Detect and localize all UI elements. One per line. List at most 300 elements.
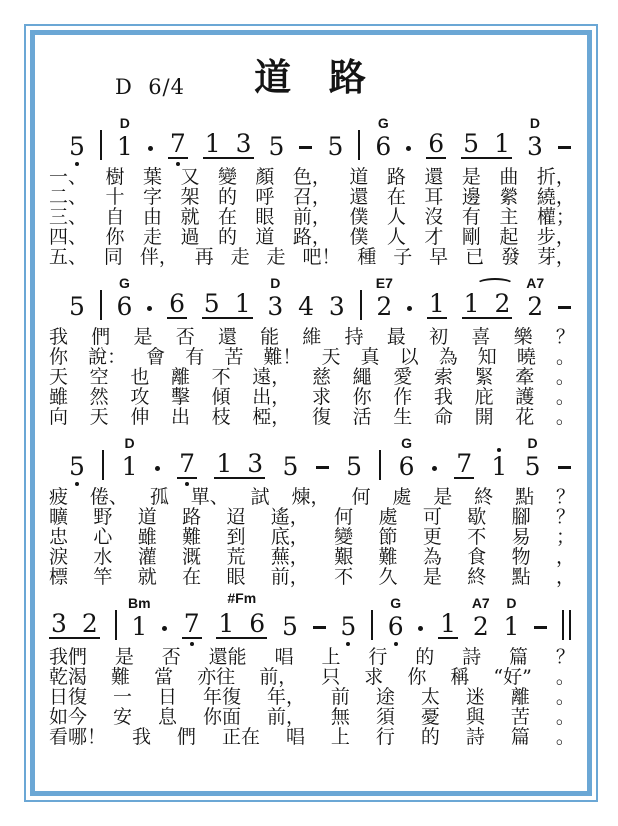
lyric-syllable: 還	[349, 186, 369, 208]
lyric-syllable: 道	[137, 506, 157, 528]
lyric-syllable: 何	[351, 486, 371, 508]
lyric-syllable: 為	[438, 346, 458, 368]
note	[216, 451, 232, 476]
lyric-line	[49, 707, 575, 727]
lyric-syllable: 難！	[263, 346, 302, 368]
lyric-syllable: 再	[194, 246, 214, 268]
low-octave-dot	[176, 162, 180, 166]
lyric-syllable: 喜	[471, 326, 491, 348]
lyric-syllable: 底，	[270, 526, 309, 548]
lyric-syllable: 芽，	[536, 246, 575, 268]
lyric-syllable: 能	[260, 326, 280, 348]
note-digit: 1	[218, 609, 235, 638]
lyric-syllable: 忠	[49, 526, 69, 548]
lyric-syllable: 繩	[352, 366, 372, 388]
lyric-syllable: 道	[255, 226, 275, 248]
lyric-line	[49, 687, 575, 707]
lyric-syllable: 腳	[511, 506, 531, 528]
lyric-syllable: 然	[89, 386, 109, 408]
note	[283, 454, 299, 479]
lyric-syllable: ？	[555, 486, 575, 508]
lyric-syllable: 行	[368, 646, 388, 668]
lyrics-block	[49, 327, 575, 427]
lyric-syllable: 空	[89, 366, 109, 388]
lyric-syllable: 呼	[255, 186, 275, 208]
lyric-syllable: 枝	[211, 406, 231, 428]
note	[269, 134, 285, 159]
lyric-syllable: 可	[422, 506, 442, 528]
beamed-note-group	[427, 291, 447, 319]
lyric-syllable: 行	[375, 726, 395, 748]
lyric-syllable: 否	[175, 326, 195, 348]
lyric-syllable: 眼	[226, 566, 246, 588]
lyric-syllable: 伴，	[139, 246, 178, 268]
note	[398, 435, 415, 481]
lyric-syllable: 還能	[208, 646, 247, 668]
notation-line	[49, 590, 575, 641]
note-digit: 1	[234, 289, 251, 318]
lyric-syllable: 由	[142, 206, 162, 228]
note	[387, 595, 404, 641]
lyric-syllable: 我	[49, 326, 69, 348]
lyric-syllable: ，	[555, 546, 575, 568]
lyric-syllable: 何	[334, 506, 354, 528]
lyric-syllable: 吧！	[302, 246, 341, 268]
lyric-syllable: 離	[510, 686, 530, 708]
lyric-syllable: “好”	[493, 666, 532, 688]
chord-label: #Fm	[227, 590, 257, 606]
lyric-syllable: 求	[311, 386, 331, 408]
note-digit: 1	[428, 289, 445, 318]
barline	[358, 130, 360, 160]
note	[82, 611, 98, 636]
barline	[100, 130, 102, 160]
duration-dash	[316, 466, 329, 469]
lyric-syllable: 蕪，	[270, 546, 309, 568]
note-digit: 1	[440, 609, 457, 638]
duration-dash	[558, 306, 571, 309]
lyric-syllable: 日	[157, 686, 177, 708]
low-octave-dot	[394, 642, 398, 646]
lyric-syllable: 是	[433, 486, 453, 508]
lyric-syllable: 艱	[334, 546, 354, 568]
note-digit: 7	[169, 129, 186, 158]
note	[456, 451, 472, 476]
note-digit: 1	[204, 129, 221, 158]
barline	[360, 290, 362, 320]
lyric-syllable: 苦	[224, 346, 244, 368]
chord-label: E7	[375, 275, 393, 291]
lyric-syllable: 們	[176, 726, 196, 748]
note	[440, 611, 456, 636]
lyric-syllable: 前，	[266, 706, 305, 728]
low-octave-dot	[75, 482, 79, 486]
lyric-syllable: 迢	[226, 506, 246, 528]
lyric-syllable: 說：	[88, 346, 127, 368]
augmentation-dot	[407, 306, 412, 311]
note	[375, 275, 393, 321]
lyric-syllable: 遠，	[252, 366, 291, 388]
lyric-syllable: 試	[250, 486, 270, 508]
lyric-syllable: 變	[334, 526, 354, 548]
lyric-syllable: 物	[511, 546, 531, 568]
lyric-syllable: 日復	[49, 686, 88, 708]
note	[184, 611, 200, 636]
augmentation-dot	[432, 466, 437, 471]
lyric-syllable: 年復	[202, 686, 241, 708]
lyric-syllable: 架	[180, 186, 200, 208]
lyric-syllable: 天	[89, 406, 109, 428]
note-digit: 1	[491, 452, 508, 481]
lyric-syllable: 。	[555, 726, 575, 748]
lyric-syllable: 伸	[130, 406, 150, 428]
lyric-syllable: 走	[142, 226, 162, 248]
lyric-syllable: 步，	[536, 226, 575, 248]
lyric-syllable: 終	[474, 486, 494, 508]
note-digit: 1	[503, 612, 520, 641]
music-system	[49, 115, 575, 268]
lyric-line	[49, 407, 575, 427]
note-digit: 5	[282, 452, 299, 481]
lyric-line	[49, 367, 575, 387]
lyric-syllable: 溉	[182, 546, 202, 568]
lyric-syllable: 耳	[424, 186, 444, 208]
lyric-syllable: 向	[49, 406, 69, 428]
lyric-syllable: 標	[49, 566, 69, 588]
lyric-syllable: 僕	[349, 206, 369, 228]
lyric-syllable: 攻	[130, 386, 150, 408]
lyric-syllable: 易	[511, 526, 531, 548]
beamed-note-group	[438, 611, 458, 639]
lyric-syllable: 看哪！	[49, 726, 107, 748]
lyric-syllable: 在	[182, 566, 202, 588]
lyric-syllable: 開	[474, 406, 494, 428]
lyric-syllable: 前	[330, 686, 350, 708]
lyric-syllable: 子	[393, 246, 413, 268]
note	[429, 291, 445, 316]
duration-dash	[558, 466, 571, 469]
lyric-line	[49, 387, 575, 407]
note	[121, 435, 138, 481]
lyric-syllable: 篇	[510, 726, 530, 748]
lyric-syllable: 人	[386, 206, 406, 228]
note	[170, 131, 186, 156]
lyric-syllable: 愛	[393, 366, 413, 388]
lyric-syllable: 庇	[474, 386, 494, 408]
note	[249, 611, 265, 636]
note-digit: 2	[472, 612, 489, 641]
lyric-syllable: 的	[415, 646, 435, 668]
note	[491, 454, 507, 479]
lyric-syllable: 乾渴	[49, 666, 88, 688]
lyric-syllable: 久	[378, 566, 398, 588]
note	[69, 454, 85, 479]
low-octave-dot	[75, 162, 79, 166]
lyric-syllable: 不	[467, 526, 487, 548]
lyric-line	[49, 247, 575, 267]
note	[298, 294, 314, 319]
notation-line	[49, 435, 575, 481]
lyric-syllable: 邊	[461, 186, 481, 208]
lyric-syllable: 還	[217, 326, 237, 348]
lyrics-block	[49, 167, 575, 267]
lyric-line	[49, 187, 575, 207]
lyric-syllable: 緊	[474, 366, 494, 388]
lyric-syllable: 樹	[105, 166, 125, 188]
beamed-note-group	[462, 291, 513, 319]
lyric-syllable: 發	[500, 246, 520, 268]
lyric-syllable: 一、	[49, 166, 88, 188]
lyric-syllable: 擊	[170, 386, 190, 408]
note-digit: 6	[116, 292, 133, 321]
lyric-syllable: 三、	[49, 206, 88, 228]
lyric-syllable: 唱	[285, 726, 305, 748]
lyric-syllable: 息	[157, 706, 177, 728]
note	[428, 131, 444, 156]
note-digit: 6	[387, 612, 404, 641]
note-digit: 7	[456, 449, 473, 478]
lyric-line	[49, 547, 575, 567]
lyric-syllable: 權；	[536, 206, 575, 228]
lyric-syllable: 在	[217, 206, 237, 228]
lyric-syllable: 更	[422, 526, 442, 548]
high-octave-dot	[497, 448, 501, 452]
lyric-syllable: 稱	[450, 666, 470, 688]
low-octave-dot	[185, 482, 189, 486]
lyric-syllable: 樂	[513, 326, 533, 348]
notation-line	[49, 275, 575, 321]
barline	[100, 290, 102, 320]
lyric-syllable: 。	[555, 366, 575, 388]
lyric-line	[49, 227, 575, 247]
note-digit: 4	[298, 292, 315, 321]
barline	[371, 610, 373, 640]
lyric-syllable: 難	[182, 526, 202, 548]
lyric-syllable: 折，	[536, 166, 575, 188]
lyric-syllable: 苦	[510, 706, 530, 728]
lyric-syllable: ；	[555, 526, 575, 548]
lyric-syllable: 還	[424, 166, 444, 188]
note-digit: 1	[121, 452, 138, 481]
lyric-syllable: 主	[499, 206, 519, 228]
lyric-syllable: 生	[393, 406, 413, 428]
chord-label: G	[377, 115, 389, 131]
note	[205, 131, 221, 156]
chord-label: D	[270, 275, 281, 291]
beamed-note-group	[426, 131, 446, 159]
music-system	[49, 590, 575, 748]
lyric-syllable: 人	[386, 226, 406, 248]
duration-dash	[534, 626, 547, 629]
note	[69, 294, 85, 319]
lyric-syllable: 單、	[190, 486, 229, 508]
chord-label: D	[527, 435, 538, 451]
augmentation-dot	[418, 626, 423, 631]
lyric-syllable: 活	[352, 406, 372, 428]
final-barline	[562, 610, 571, 640]
lyric-syllable: 正在	[221, 726, 260, 748]
lyric-syllable: 才	[424, 226, 444, 248]
lyric-syllable: 剛	[461, 226, 481, 248]
beamed-note-group	[202, 291, 253, 319]
lyric-syllable: 起	[499, 226, 519, 248]
lyric-syllable: 與	[465, 706, 485, 728]
lyric-syllable: 你	[352, 386, 372, 408]
note-digit: 5	[281, 612, 298, 641]
lyric-syllable: 倦、	[89, 486, 128, 508]
lyric-syllable: 早	[429, 246, 449, 268]
lyric-syllable: 路	[386, 166, 406, 188]
lyric-syllable: 出	[170, 406, 190, 428]
note	[127, 595, 151, 641]
lyric-syllable: ，	[555, 566, 575, 588]
lyric-syllable: 處	[392, 486, 412, 508]
lyric-syllable: 顏	[255, 166, 275, 188]
note	[340, 614, 356, 639]
sheet-content-area	[30, 30, 592, 796]
beamed-note-group	[49, 611, 100, 639]
lyric-syllable: 天	[321, 346, 341, 368]
lyric-syllable: 雖	[49, 386, 69, 408]
lyric-syllable: 年，	[266, 686, 305, 708]
lyric-syllable: 是	[114, 646, 134, 668]
note-digit: 5	[69, 452, 85, 481]
beamed-note-group	[177, 451, 197, 479]
note	[179, 451, 195, 476]
barline	[379, 450, 381, 480]
augmentation-dot	[155, 466, 160, 471]
note	[524, 435, 541, 481]
lyric-syllable: ？	[555, 506, 575, 528]
lyric-syllable: 的	[217, 226, 237, 248]
beamed-note-group	[216, 590, 267, 639]
lyric-syllable: 最	[386, 326, 406, 348]
beamed-note-group	[461, 131, 512, 159]
lyric-syllable: 難	[378, 546, 398, 568]
lyric-line	[49, 347, 575, 367]
lyric-syllable: 曲	[499, 166, 519, 188]
lyric-syllable: 護	[515, 386, 535, 408]
lyric-syllable: 灌	[137, 546, 157, 568]
lyric-syllable: 疲	[49, 486, 69, 508]
lyric-syllable: 上	[321, 646, 341, 668]
barline	[102, 450, 104, 480]
lyric-syllable: 在	[386, 186, 406, 208]
lyric-syllable: 太	[420, 686, 440, 708]
lyric-syllable: 是	[133, 326, 153, 348]
lyric-syllable: 四、	[49, 226, 88, 248]
note	[169, 291, 185, 316]
lyric-syllable: 沒	[424, 206, 444, 228]
lyric-syllable: 以	[399, 346, 419, 368]
lyric-syllable: 是	[422, 566, 442, 588]
note-digit: 5	[69, 132, 85, 161]
note	[247, 451, 263, 476]
lyric-syllable: 煉，	[291, 486, 330, 508]
note	[471, 595, 490, 641]
note	[235, 291, 251, 316]
note-digit: 1	[494, 129, 510, 158]
lyric-syllable: 過	[180, 226, 200, 248]
lyric-line	[49, 567, 575, 587]
chord-label: D	[506, 595, 517, 611]
lyric-syllable: 詩	[462, 646, 482, 668]
lyric-syllable: 難	[111, 666, 131, 688]
lyric-syllable: 前，	[292, 206, 331, 228]
lyric-syllable: 當	[154, 666, 174, 688]
lyric-syllable: 復	[311, 406, 331, 428]
note	[375, 115, 392, 161]
lyric-syllable: 你	[407, 666, 427, 688]
note	[526, 115, 543, 161]
lyric-syllable: 二、	[49, 186, 88, 208]
note-digit: 2	[494, 289, 511, 318]
lyric-line	[49, 527, 575, 547]
lyric-syllable: 不	[211, 366, 231, 388]
beamed-note-group	[168, 131, 188, 159]
lyric-syllable: 會	[146, 346, 166, 368]
lyrics-block	[49, 647, 575, 747]
note	[282, 614, 298, 639]
lyric-syllable: 不	[334, 566, 354, 588]
lyric-syllable: 否	[161, 646, 181, 668]
lyric-syllable: 維	[302, 326, 322, 348]
low-octave-dot	[346, 642, 350, 646]
lyric-syllable: 我們	[49, 646, 88, 668]
lyric-syllable: 點	[511, 566, 531, 588]
beamed-note-group	[203, 131, 254, 159]
lyric-syllable: 初	[429, 326, 449, 348]
lyric-syllable: 你	[105, 226, 125, 248]
lyric-syllable: 。	[555, 386, 575, 408]
song-title: 道 路	[254, 55, 370, 99]
lyric-syllable: 變	[217, 166, 237, 188]
lyric-syllable: 詩	[465, 726, 485, 748]
beamed-note-group	[214, 451, 265, 479]
lyric-syllable: 。	[555, 346, 575, 368]
lyric-syllable: 出，	[252, 386, 291, 408]
lyric-syllable: 心	[93, 526, 113, 548]
chord-label: G	[401, 435, 413, 451]
duration-dash	[299, 146, 312, 149]
lyric-syllable: 如今	[49, 706, 88, 728]
lyric-syllable: 走	[266, 246, 286, 268]
note	[494, 131, 510, 156]
note	[464, 291, 480, 316]
augmentation-dot	[162, 626, 167, 631]
lyric-syllable: 須	[375, 706, 395, 728]
note-digit: 3	[526, 132, 543, 161]
note-digit: 6	[249, 609, 266, 638]
note-digit: 3	[51, 609, 67, 638]
lyric-syllable: 。	[555, 406, 575, 428]
lyric-syllable: 慈	[311, 366, 331, 388]
header	[49, 43, 575, 107]
note-digit: 5	[346, 452, 362, 481]
lyric-syllable: 篇	[509, 646, 529, 668]
note-digit: 5	[340, 612, 357, 641]
note-digit: 2	[527, 292, 544, 321]
lyric-syllable: 荒	[226, 546, 246, 568]
lyric-syllable: 自	[105, 206, 125, 228]
note	[218, 611, 234, 636]
lyric-syllable: 眼	[255, 206, 275, 228]
chord-label: D	[124, 435, 135, 451]
duration-dash	[558, 146, 571, 149]
low-octave-dot	[190, 642, 194, 646]
note	[267, 275, 284, 321]
note-digit: 2	[376, 292, 393, 321]
